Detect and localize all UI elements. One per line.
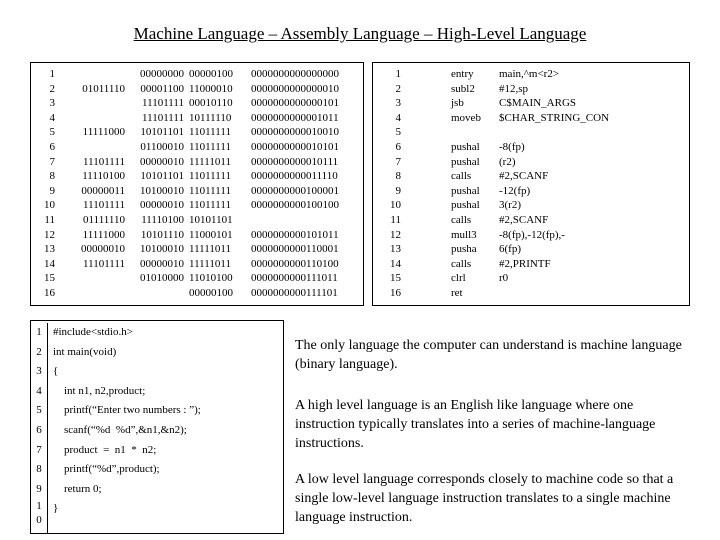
line-number: 3 (36, 365, 42, 378)
c-code-line: } (53, 502, 59, 515)
assembly-opcodes (451, 67, 501, 301)
c-line-numbers (31, 323, 48, 533)
assembly-operand: #2,SCANF (499, 170, 549, 183)
line-number: 7 (49, 155, 55, 168)
machine-code-cell: 00000010 (140, 199, 184, 212)
c-code-line: product = n1 * n2; (53, 443, 157, 456)
machine-code-cell: 0000000000100100 (251, 199, 339, 212)
line-number: 9 (49, 184, 55, 197)
machine-code-cell: 10100010 (140, 243, 184, 256)
machine-code-cell: 10101101 (140, 170, 184, 183)
line-number: 8 (49, 170, 55, 183)
machine-code-cell: 01100010 (140, 140, 184, 153)
machine-code-cell: 11110100 (141, 213, 184, 226)
line-number: 12 (390, 228, 401, 241)
assembly-opcode: ret (451, 286, 463, 299)
machine-code-cell: 00000010 (140, 155, 184, 168)
machine-code-cell: 0000000000111101 (251, 286, 338, 299)
line-number: 15 (44, 272, 55, 285)
assembly-operand: #12,sp (499, 82, 529, 95)
line-number: 9 (36, 482, 42, 495)
c-code-lines (53, 323, 201, 519)
assembly-operand: #2,PRINTF (499, 257, 551, 270)
machine-code-cell (251, 213, 361, 228)
assembly-operand (499, 125, 685, 140)
c-code-line: int main(void) (53, 345, 117, 358)
machine-code-cell (67, 111, 125, 126)
assembly-opcode (451, 125, 501, 140)
machine-code-cell: 10100010 (140, 184, 184, 197)
line-number: 3 (49, 97, 55, 110)
assembly-operand: -8(fp) (499, 140, 525, 153)
c-code-line: int n1, n2,product; (53, 384, 146, 397)
machine-code-cell: 11111000 (82, 126, 125, 139)
line-number: 11 (390, 213, 401, 226)
assembly-opcode: calls (451, 257, 472, 270)
assembly-opcode: moveb (451, 111, 481, 124)
page-title: Machine Language – Assembly Language – High-Level Language (133, 24, 587, 43)
assembly-operand: C$MAIN_ARGS (499, 97, 577, 110)
machine-code-cell: 00000100 (189, 68, 233, 80)
assembly-operand: main,^m<r2> (499, 68, 560, 80)
assembly-operand: -8(fp),-12(fp),- (499, 228, 565, 241)
machine-code-cell: 0000000000111011 (251, 272, 338, 285)
machine-code-cell: 11011111 (189, 170, 231, 183)
line-number: 7 (395, 155, 401, 168)
machine-code-cell: 11000101 (189, 228, 233, 241)
line-number: 4 (36, 384, 42, 397)
line-number: 15 (390, 272, 401, 285)
assembly-opcode: pushal (451, 184, 480, 197)
machine-code-cell: 01010000 (140, 272, 184, 285)
paragraph-machine-language: The only language the computer can understand is machine language (binary language). (295, 338, 682, 372)
assembly-operand: 6(fp) (499, 243, 521, 256)
line-number: 10 (44, 199, 55, 212)
line-number: 4 (395, 111, 401, 124)
line-number: 13 (44, 243, 55, 256)
machine-code-cell: 0000000000101011 (251, 228, 339, 241)
paragraph-low-level-language: A low level language corresponds closely to machine code so that a single low-level language instruction translates to a single machine language instruction. (295, 472, 674, 525)
machine-code-cell: 01111110 (83, 213, 125, 226)
machine-code-cell: 11010100 (189, 272, 233, 285)
c-code-line: printf(“%d”,product); (53, 463, 160, 476)
line-number: 5 (49, 126, 55, 139)
machine-code-cell: 11101111 (83, 155, 125, 168)
assembly-opcode: pusha (451, 243, 477, 256)
machine-code-cell: 0000000000100001 (251, 184, 339, 197)
machine-column-a (67, 67, 125, 301)
machine-code-cell: 11110100 (82, 170, 125, 183)
machine-code-cell: 10101110 (140, 228, 184, 241)
machine-line-numbers (33, 67, 55, 301)
machine-column-c (189, 67, 247, 301)
machine-code-cell: 11111011 (189, 243, 231, 256)
assembly-opcode: pushal (451, 155, 480, 168)
machine-code-cell: 00000011 (81, 184, 125, 197)
machine-code-cell: 00000010 (81, 243, 125, 256)
line-number: 2 (49, 82, 55, 95)
line-number: 10 (390, 199, 401, 212)
line-number: 7 (36, 443, 42, 456)
line-number: 9 (395, 184, 401, 197)
assembly-opcode: subl2 (451, 82, 475, 95)
machine-code-cell: 11011111 (189, 140, 231, 153)
machine-code-cell: 0000000000011110 (251, 170, 338, 183)
assembly-opcode: pushal (451, 199, 480, 212)
machine-code-cell: 10111110 (189, 111, 232, 124)
c-code-line: { (53, 365, 59, 378)
machine-code-panel (30, 62, 364, 306)
machine-code-cell: 00000100 (189, 286, 233, 299)
machine-code-cell: 10101101 (189, 213, 233, 226)
machine-code-cell: 11111011 (189, 257, 231, 270)
machine-code-cell: 0000000000010010 (251, 126, 339, 139)
c-code-line: scanf(“%d %d”,&n1,&n2); (53, 423, 187, 436)
c-code-line: #include<stdio.h> (53, 326, 133, 338)
machine-code-cell: 11101111 (142, 111, 184, 124)
line-number: 8 (36, 463, 42, 476)
line-number: 6 (36, 423, 42, 436)
assembly-opcode: clrl (451, 272, 466, 285)
line-number: 1 (49, 68, 55, 80)
line-number: 6 (395, 140, 401, 153)
machine-code-cell: 00010110 (189, 97, 233, 110)
c-code-panel (30, 320, 284, 534)
assembly-opcode: mull3 (451, 228, 477, 241)
line-number: 12 (44, 228, 55, 241)
machine-code-cell: 10101101 (140, 126, 184, 139)
c-code-line: return 0; (53, 482, 102, 495)
line-number: 5 (36, 404, 42, 417)
machine-code-cell (67, 286, 125, 301)
assembly-opcode: calls (451, 213, 472, 226)
machine-code-cell: 11101111 (142, 97, 184, 110)
machine-code-cell: 11111011 (189, 155, 231, 168)
machine-code-cell: 0000000000000010 (251, 82, 339, 95)
machine-code-cell: 0000000000000000 (251, 68, 339, 80)
line-number: 1 0 (36, 500, 42, 527)
machine-code-cell: 0000000000001011 (251, 111, 339, 124)
assembly-line-numbers (375, 67, 401, 301)
assembly-operand: r0 (499, 272, 509, 285)
assembly-opcode: calls (451, 170, 472, 183)
machine-code-cell: 11101111 (83, 199, 125, 212)
line-number: 1 (395, 68, 401, 80)
assembly-operand (499, 286, 685, 301)
line-number: 14 (390, 257, 401, 270)
machine-code-cell: 00000000 (140, 68, 184, 80)
line-number: 2 (36, 345, 42, 358)
line-number: 3 (395, 97, 401, 110)
line-number: 8 (395, 170, 401, 183)
machine-code-cell: 00000010 (140, 257, 184, 270)
assembly-operands (499, 67, 685, 301)
machine-code-cell: 00001100 (140, 82, 184, 95)
assembly-opcode: jsb (451, 97, 464, 110)
assembly-code-panel (372, 62, 690, 306)
machine-code-cell: 11000010 (189, 82, 233, 95)
assembly-operand: (r2) (499, 155, 516, 168)
paragraph-high-level-language: A high level language is an English like language where one instruction typically translates into a series of machine-language instructions. (295, 398, 656, 451)
line-number: 11 (44, 213, 55, 226)
assembly-operand: $CHAR_STRING_CON (499, 111, 610, 124)
line-number: 14 (44, 257, 55, 270)
machine-code-cell: 0000000000000101 (251, 97, 339, 110)
line-number: 13 (390, 243, 401, 256)
line-number: 1 (36, 326, 42, 338)
machine-code-cell: 0000000000110001 (251, 243, 339, 256)
machine-code-cell (67, 96, 125, 111)
machine-column-b (127, 67, 184, 301)
machine-code-cell: 0000000000010101 (251, 140, 339, 153)
line-number: 2 (395, 82, 401, 95)
line-number: 5 (395, 126, 401, 139)
machine-code-cell (67, 140, 125, 155)
machine-code-cell: 11111000 (82, 228, 125, 241)
machine-code-cell: 11011111 (189, 126, 231, 139)
machine-code-cell (67, 67, 125, 82)
machine-code-cell: 11101111 (83, 257, 125, 270)
line-number: 6 (49, 140, 55, 153)
assembly-operand: -12(fp) (499, 184, 531, 197)
line-number: 16 (390, 286, 401, 299)
machine-code-cell (67, 271, 125, 286)
assembly-operand: 3(r2) (499, 199, 521, 212)
machine-code-cell: 0000000000010111 (251, 155, 339, 168)
machine-column-d (251, 67, 361, 301)
line-number: 4 (49, 111, 55, 124)
machine-code-cell (127, 286, 184, 301)
line-number: 16 (44, 286, 55, 299)
assembly-operand: #2,SCANF (499, 213, 549, 226)
machine-code-cell: 0000000000110100 (251, 257, 339, 270)
machine-code-cell: 11011111 (189, 199, 231, 212)
assembly-opcode: pushal (451, 140, 480, 153)
machine-code-cell: 01011110 (82, 82, 125, 95)
assembly-opcode: entry (451, 68, 474, 80)
machine-code-cell: 11011111 (189, 184, 231, 197)
c-code-line: printf(“Enter two numbers : ”); (53, 404, 201, 417)
